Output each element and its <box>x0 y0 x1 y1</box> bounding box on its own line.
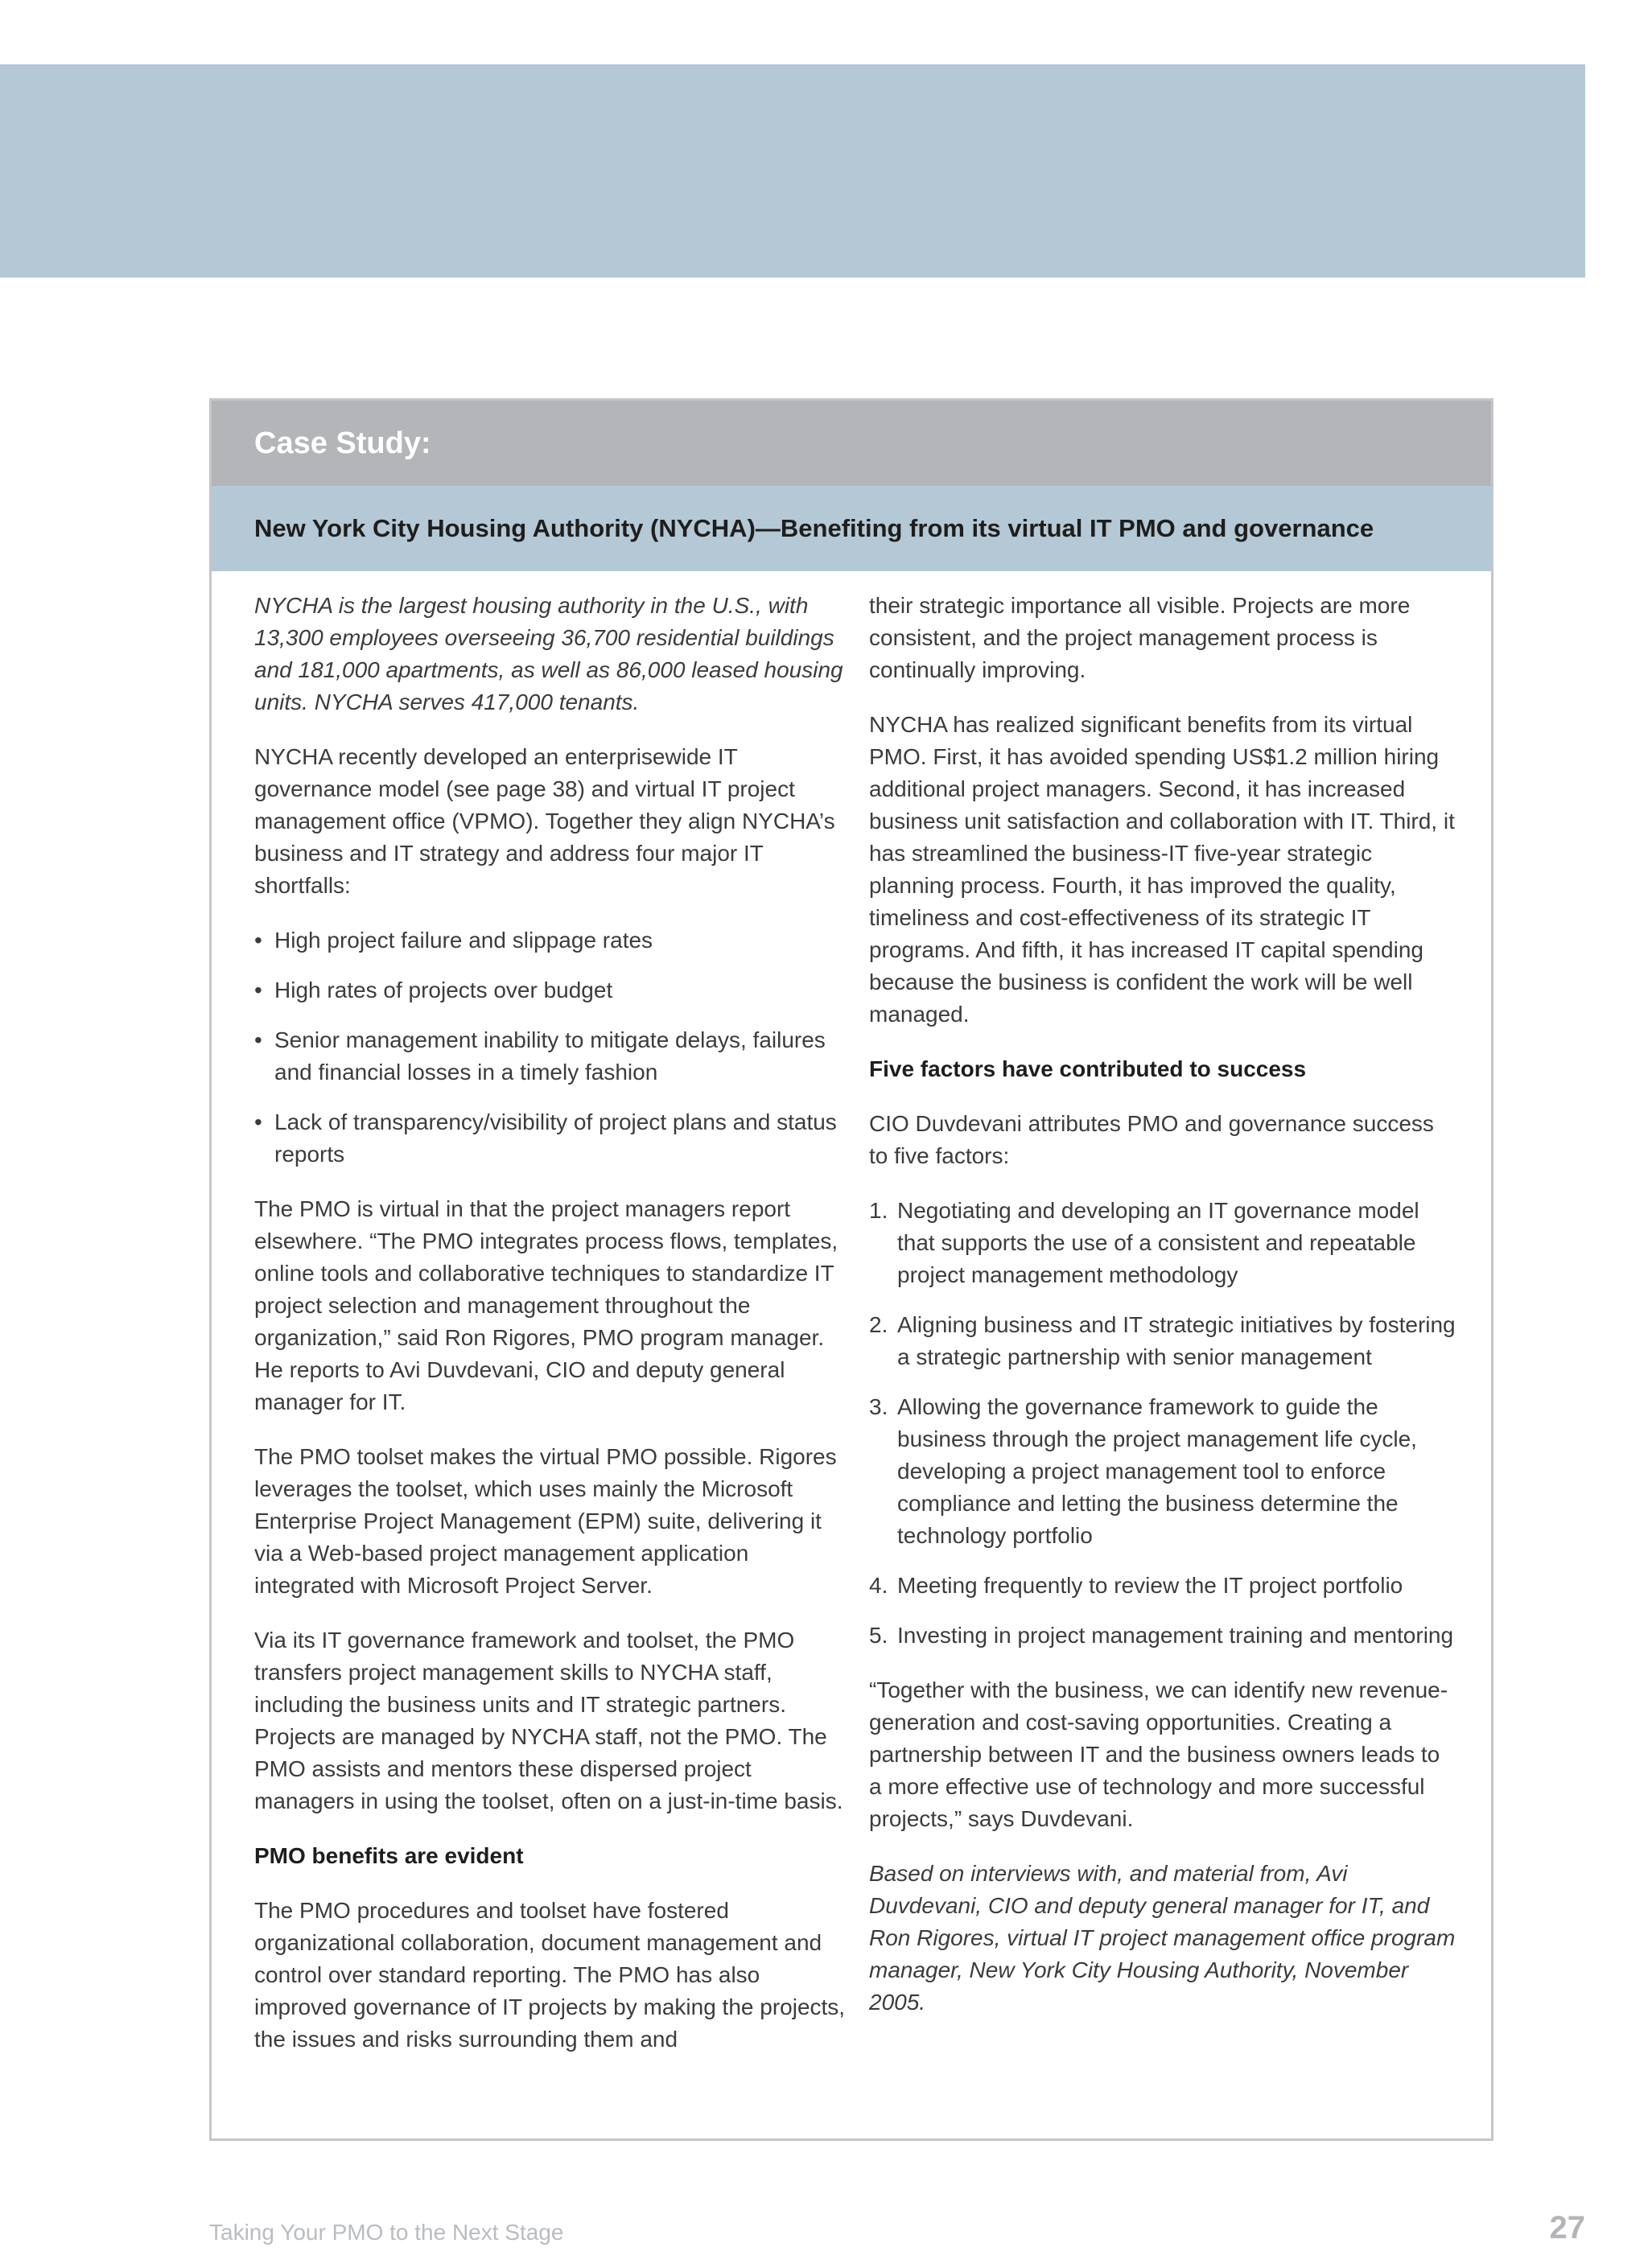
bullet-marker: • <box>254 1109 262 1134</box>
list-number: 1. <box>869 1198 888 1223</box>
right-column <box>869 590 1456 2041</box>
list-number: 2. <box>869 1312 888 1337</box>
list-item <box>254 1106 846 1171</box>
page-number: 27 <box>1549 2210 1585 2245</box>
list-number: 5. <box>869 1623 888 1648</box>
case-study-title: New York City Housing Authority (NYCHA)—Benefiting from its virtual IT PMO and governance <box>212 486 1491 571</box>
list-item <box>869 1195 1456 1291</box>
paragraph: their strategic importance all visible. Projects are more consistent, and the project management process is continually improving. <box>869 593 1411 682</box>
case-study-label: Case Study: <box>212 401 1491 486</box>
section-heading: Five factors have contributed to success <box>869 1056 1307 1081</box>
paragraph: Via its IT governance framework and toolset, the PMO transfers project management skills to NYCHA staff, including the business units and IT strategic partners. Projects are managed by NYCHA staff, not the PMO. The PMO assists and mentors these dispersed project managers in using the toolset, often on a just-in-time basis. <box>254 1628 843 1813</box>
footer-title: Taking Your PMO to the Next Stage <box>209 2220 564 2245</box>
case-study-box <box>209 398 1494 2141</box>
list-item <box>869 1570 1456 1602</box>
paragraph: CIO Duvdevani attributes PMO and governance success to five factors: <box>869 1111 1434 1168</box>
shortfalls-list <box>254 924 846 1171</box>
list-item-text: Senior management inability to mitigate delays, failures and financial losses in a timely fashion <box>274 1027 826 1085</box>
list-item-text: High project failure and slippage rates <box>274 928 653 953</box>
list-item-text: Investing in project management training and mentoring <box>897 1623 1454 1648</box>
list-number: 3. <box>869 1394 888 1419</box>
bullet-marker: • <box>254 1027 262 1052</box>
list-item-text: Aligning business and IT strategic initiatives by fostering a strategic partnership with senior management <box>897 1312 1456 1369</box>
paragraph: NYCHA has realized significant benefits from its virtual PMO. First, it has avoided spending US$1.2 million hiring additional project managers. Second, it has increased business unit satisfaction and collaboration with IT. Third, it has streamlined the business-IT five-year strategic planning process. Fourth, it has improved the quality, timeliness and cost-effectiveness of its strategic IT programs. And fifth, it has increased IT capital spending because the business is confident the work will be well managed. <box>869 712 1455 1027</box>
list-item <box>869 1309 1456 1373</box>
list-item-text: Negotiating and developing an IT governance model that supports the use of a consistent and repeatable project management methodology <box>897 1198 1419 1287</box>
list-item-text: Meeting frequently to review the IT project portfolio <box>897 1573 1403 1598</box>
bullet-marker: • <box>254 928 262 953</box>
left-column <box>254 590 846 2078</box>
list-item <box>254 924 846 957</box>
intro-paragraph: NYCHA is the largest housing authority in the U.S., with 13,300 employees overseeing 36,700 residential buildings and 181,000 apartments, as well as 86,000 leased housing units. NYCHA serves 417,000 tenants. <box>254 593 843 714</box>
list-number: 4. <box>869 1573 888 1598</box>
bullet-marker: • <box>254 978 262 1002</box>
list-item <box>869 1391 1456 1552</box>
section-heading: PMO benefits are evident <box>254 1843 524 1868</box>
quote-paragraph: “Together with the business, we can identify new revenue-generation and cost-saving opportunities. Creating a partnership between IT and the business owners leads to a more effective use of technology and more successful projects,” says Duvdevani. <box>869 1677 1448 1831</box>
success-factors-list <box>869 1195 1456 1652</box>
list-item-text: High rates of projects over budget <box>274 978 613 1002</box>
source-note: Based on interviews with, and material from, Avi Duvdevani, CIO and deputy general manager for IT, and Ron Rigores, virtual IT project management office program manager, New York City Housing Authority, November 2005. <box>869 1861 1456 2015</box>
list-item-text: Lack of transparency/visibility of project plans and status reports <box>274 1109 837 1167</box>
paragraph: NYCHA recently developed an enterprisewide IT governance model (see page 38) and virtual IT project management office (VPMO). Together they align NYCHA’s business and IT strategy and address four major IT shortfalls: <box>254 744 835 898</box>
list-item <box>254 1024 846 1089</box>
paragraph: The PMO is virtual in that the project managers report elsewhere. “The PMO integrates process flows, templates, online tools and collaborative techniques to standardize IT project selection and management throughout the organization,” said Ron Rigores, PMO program manager. He reports to Avi Duvdevani, CIO and deputy general manager for IT. <box>254 1196 838 1414</box>
paragraph: The PMO procedures and toolset have fostered organizational collaboration, document management and control over standard reporting. The PMO has also improved governance of IT projects by making the projects, the issues and risks surrounding them and <box>254 1898 846 2052</box>
list-item <box>254 974 846 1006</box>
paragraph: The PMO toolset makes the virtual PMO possible. Rigores leverages the toolset, which uses mainly the Microsoft Enterprise Project Management (EPM) suite, delivering it via a Web-based project management application integrated with Microsoft Project Server. <box>254 1444 837 1598</box>
list-item <box>869 1620 1456 1652</box>
top-color-band <box>0 64 1585 278</box>
list-item-text: Allowing the governance framework to guide the business through the project management life cycle, developing a project management tool to enforce compliance and letting the business determine the technology portfolio <box>897 1394 1417 1548</box>
